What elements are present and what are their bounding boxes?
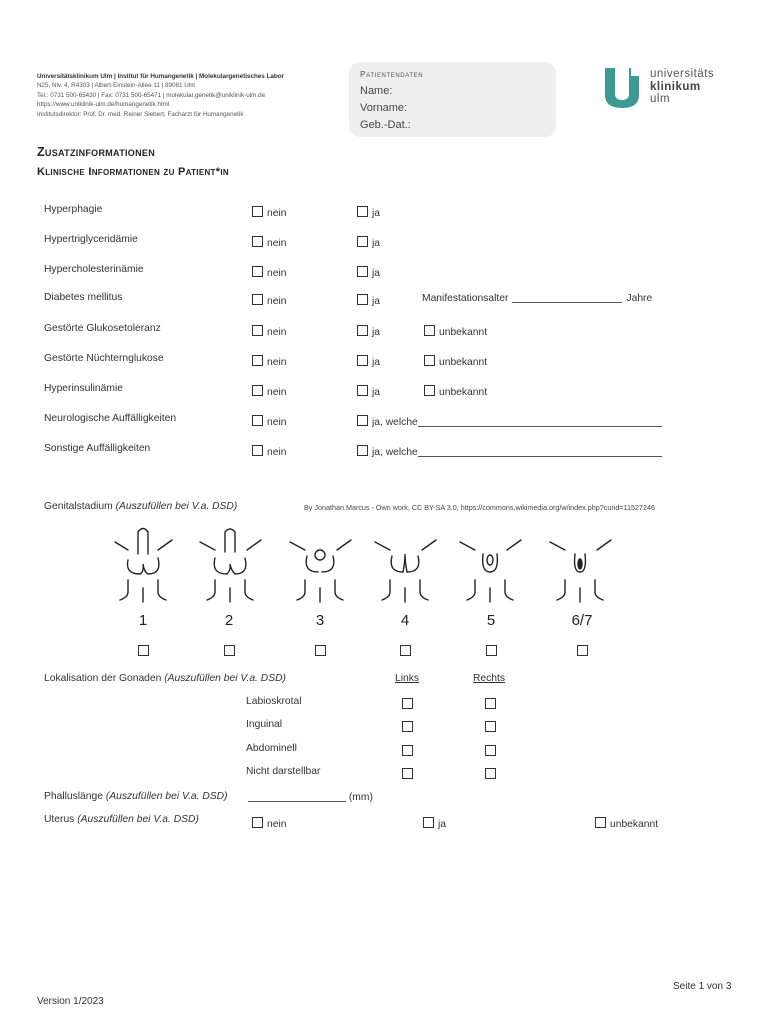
genital-stage-checkbox[interactable] [138,645,149,656]
institution-line-5: Institutsdirektor: Prof. Dr. med. Reiner Siebert, Facharzt für Humangenetik [37,110,244,118]
patient-data-box [349,62,556,137]
gonads-links-checkbox[interactable] [402,768,413,779]
clinical-option-nein[interactable] [252,236,286,249]
gonads-title: Lokalisation der Gonaden [44,673,162,684]
clinical-option-ja-welche[interactable] [357,415,662,428]
stage-4-drawing [375,540,436,602]
clinical-option-ja[interactable] [357,294,380,307]
gonads-row-label: Inguinal [246,719,283,730]
ja-checkbox[interactable] [357,385,368,396]
institution-line-2: N25, Niv. 4, R4303 | Albert-Einstein-Allee 11 | 89081 Ulm [37,82,196,90]
clinical-option-ja[interactable] [357,385,380,398]
genital-stage-label [44,501,237,512]
clinical-row-label: Hypertriglyceridämie [44,234,138,245]
ja-checkbox[interactable] [357,355,368,366]
image-credit: By Jonathan.Marcus - Own work, CC BY-SA 3.0, https://commons.wikimedia.org/w/index.php?curid=11527246 [304,503,655,512]
welche-input-line[interactable] [418,416,662,427]
institution-line-3: Tel.: 0731 500-65430 | Fax: 0731 500-65471 | molekular.genetik@uniklinik-ulm.de [37,91,266,99]
manifestation-age-field[interactable] [422,292,652,304]
genital-stage-checkbox[interactable] [400,645,411,656]
gonads-note: (Auszufüllen bei V.a. DSD) [164,673,286,684]
nein-checkbox[interactable] [252,355,263,366]
ja-label: ja [372,268,381,279]
ja-label: ja [372,357,381,368]
nein-checkbox[interactable] [252,294,263,305]
phallus-title: Phalluslänge [44,791,103,802]
genital-stage-number: 1 [138,612,148,629]
stage-3-drawing [290,540,351,602]
stage-5-drawing [460,540,521,602]
uterus-ja-checkbox[interactable] [423,817,434,828]
institution-address [37,72,337,119]
nein-label: nein [267,208,287,219]
clinical-option-nein[interactable] [252,206,286,219]
clinical-option-unbekannt[interactable] [424,355,487,368]
page-number: Seite 1 von 3 [673,981,732,992]
unbekannt-label: unbekannt [439,357,488,368]
unbekannt-checkbox[interactable] [424,325,435,336]
ja-welche-checkbox[interactable] [357,415,368,426]
nein-label: nein [267,447,287,458]
stage-1-drawing [115,529,172,603]
nein-label: nein [267,296,287,307]
phallus-note: (Auszufüllen bei V.a. DSD) [105,791,228,802]
gonads-links-checkbox[interactable] [402,721,413,732]
clinical-row-label: Gestörte Nüchternglukose [44,353,164,364]
uterus-option-unbekannt[interactable] [595,817,658,830]
uterus-unbekannt-label: unbekannt [610,819,659,830]
phallus-length-line[interactable] [248,791,346,802]
genital-stage-number: 5 [486,612,496,629]
logo-line-1: universitäts [650,68,715,80]
clinical-row-label: Sonstige Auffälligkeiten [44,443,151,454]
uterus-option-nein[interactable] [252,817,286,830]
patient-dob-field[interactable]: Geb.-Dat.: [360,119,411,131]
patient-data-title: Patientendaten [360,69,424,79]
genital-stage-checkbox[interactable] [486,645,497,656]
genital-stage-number: 2 [224,612,234,629]
uterus-nein-checkbox[interactable] [252,817,263,828]
nein-label: nein [267,268,287,279]
genital-stage-number: 6/7 [571,612,593,629]
unbekannt-label: unbekannt [439,327,488,338]
patient-vorname-field[interactable]: Vorname: [360,102,408,114]
uterus-note: (Auszufüllen bei V.a. DSD) [77,814,199,825]
jahre-label: Jahre [626,293,653,304]
ja-label: ja [372,208,381,219]
gonads-rechts-checkbox[interactable] [485,698,496,709]
clinical-option-ja[interactable] [357,325,380,338]
nein-checkbox[interactable] [252,236,263,247]
nein-checkbox[interactable] [252,325,263,336]
unbekannt-label: unbekannt [439,387,488,398]
uterus-unbekannt-checkbox[interactable] [595,817,606,828]
section-title: Zusatzinformationen [37,145,155,159]
institution-line-4: https://www.uniklinik-ulm.de/humangenetik.html [37,101,170,109]
ja-label: ja [372,238,381,249]
version-label: Version 1/2023 [37,996,104,1007]
ja-checkbox[interactable] [357,325,368,336]
institution-line-1: Universitätsklinikum Ulm | Institut für Humangenetik | Molekulargenetisches Labor [37,73,285,80]
phallus-label [44,791,228,802]
clinical-option-ja-welche[interactable] [357,445,662,458]
clinical-row-label: Neurologische Auffälligkeiten [44,413,177,424]
ja-welche-label: ja, welche [372,417,418,428]
nein-label: nein [267,327,287,338]
clinical-row-label: Hypercholesterinämie [44,264,144,275]
clinical-option-ja[interactable] [357,266,380,279]
clinical-option-nein[interactable] [252,385,286,398]
clinical-option-ja[interactable] [357,206,380,219]
clinical-option-nein[interactable] [252,445,286,458]
gonads-rechts-checkbox[interactable] [485,768,496,779]
gonads-row-label: Nicht darstellbar [246,766,321,777]
ja-checkbox[interactable] [357,206,368,217]
ja-label: ja [372,327,381,338]
genital-stage-checkbox[interactable] [315,645,326,656]
uterus-nein-label: nein [267,819,287,830]
clinical-option-nein[interactable] [252,266,286,279]
gonads-label [44,673,286,684]
nein-label: nein [267,357,287,368]
gonads-links-checkbox[interactable] [402,698,413,709]
genital-stage-note: (Auszufüllen bei V.a. DSD) [115,501,238,512]
nein-checkbox[interactable] [252,206,263,217]
logo-line-2: klinikum [650,80,701,93]
nein-checkbox[interactable] [252,266,263,277]
genital-stage-title: Genitalstadium [44,501,113,512]
stage-2-drawing [200,529,261,602]
unbekannt-checkbox[interactable] [424,385,435,396]
gonads-row-label: Abdominell [246,743,297,754]
clinical-row-label: Gestörte Glukosetoleranz [44,323,161,334]
manifestation-label: Manifestationsalter [422,293,509,304]
patient-name-field[interactable]: Name: [360,85,393,97]
clinical-option-unbekannt[interactable] [424,385,487,398]
nein-label: nein [267,387,287,398]
gonads-links-checkbox[interactable] [402,745,413,756]
nein-label: nein [267,417,287,428]
clinical-row-label: Diabetes mellitus [44,292,123,303]
clinical-row-label: Hyperinsulinämie [44,383,123,394]
logo-line-3: ulm [650,93,671,105]
clinical-option-nein[interactable] [252,355,286,368]
unbekannt-checkbox[interactable] [424,355,435,366]
gonads-col-links: Links [395,673,420,684]
uterus-label [44,814,199,825]
nein-label: nein [267,238,287,249]
section-subtitle: Klinische Informationen zu Patient*in [37,166,229,178]
clinical-option-nein[interactable] [252,294,286,307]
phallus-unit: (mm) [348,792,373,803]
clinical-option-ja[interactable] [357,236,380,249]
ja-welche-checkbox[interactable] [357,445,368,456]
gonads-row-label: Labioskrotal [246,696,302,707]
genital-stage-number: 4 [400,612,410,629]
uniklinik-logo-icon [605,68,643,108]
uterus-title: Uterus [44,814,75,825]
manifestation-input-line[interactable] [512,292,622,303]
clinical-option-ja[interactable] [357,355,380,368]
clinical-row-label: Hyperphagie [44,204,103,215]
genital-stage-illustration [100,522,620,612]
clinical-option-unbekannt[interactable] [424,325,487,338]
clinical-option-nein[interactable] [252,325,286,338]
uterus-option-ja[interactable] [423,817,446,830]
ja-checkbox[interactable] [357,236,368,247]
phallus-length-field[interactable] [248,791,373,803]
gonads-rechts-checkbox[interactable] [485,745,496,756]
welche-input-line[interactable] [418,446,662,457]
uterus-ja-label: ja [438,819,447,830]
ja-checkbox[interactable] [357,294,368,305]
ja-checkbox[interactable] [357,266,368,277]
genital-stage-number: 3 [315,612,325,629]
genital-stage-checkbox[interactable] [224,645,235,656]
genital-stage-checkbox[interactable] [577,645,588,656]
nein-checkbox[interactable] [252,385,263,396]
logo-wordmark [650,68,714,106]
ja-label: ja [372,387,381,398]
gonads-rechts-checkbox[interactable] [485,721,496,732]
ja-welche-label: ja, welche [372,447,418,458]
stage-6-7-drawing [550,540,611,602]
ja-label: ja [372,296,381,307]
nein-checkbox[interactable] [252,415,263,426]
clinical-option-nein[interactable] [252,415,286,428]
nein-checkbox[interactable] [252,445,263,456]
gonads-col-rechts: Rechts [473,673,506,684]
